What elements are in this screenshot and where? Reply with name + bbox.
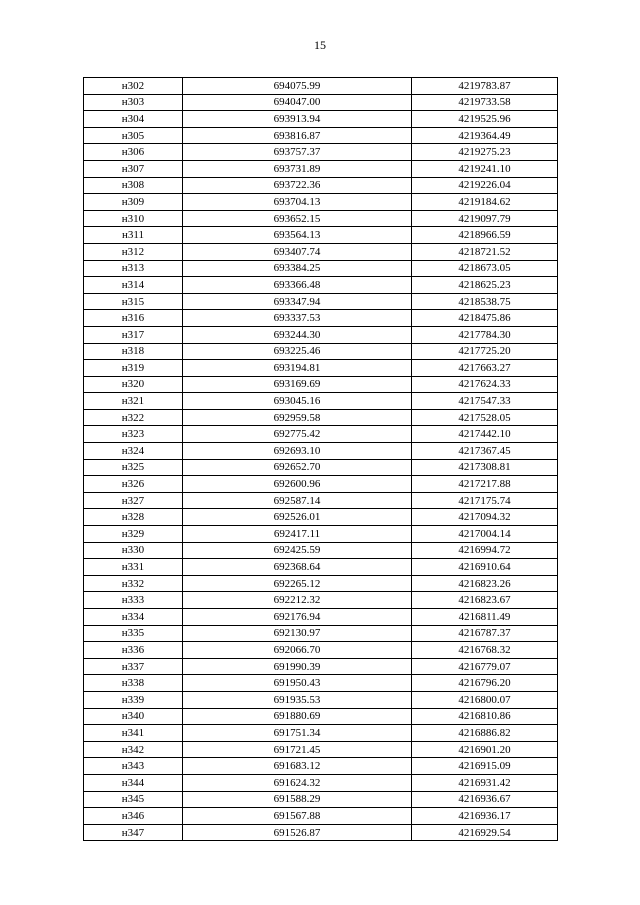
table-row bbox=[84, 808, 558, 825]
table-row bbox=[84, 758, 558, 775]
point-id-cell: н335 bbox=[84, 625, 183, 642]
x-coordinate-cell: 692652.70 bbox=[183, 459, 412, 476]
table-row bbox=[84, 459, 558, 476]
x-coordinate-cell: 692130.97 bbox=[183, 625, 412, 642]
table-row bbox=[84, 774, 558, 791]
table-row bbox=[84, 675, 558, 692]
y-coordinate-cell: 4216823.67 bbox=[412, 592, 558, 609]
y-coordinate-cell: 4217217.88 bbox=[412, 476, 558, 493]
x-coordinate-cell: 691567.88 bbox=[183, 808, 412, 825]
table-row bbox=[84, 376, 558, 393]
y-coordinate-cell: 4218538.75 bbox=[412, 293, 558, 310]
point-id-cell: н341 bbox=[84, 725, 183, 742]
point-id-cell: н307 bbox=[84, 160, 183, 177]
x-coordinate-cell: 693652.15 bbox=[183, 210, 412, 227]
point-id-cell: н323 bbox=[84, 426, 183, 443]
point-id-cell: н337 bbox=[84, 658, 183, 675]
point-id-cell: н336 bbox=[84, 642, 183, 659]
point-id-cell: н328 bbox=[84, 509, 183, 526]
point-id-cell: н344 bbox=[84, 774, 183, 791]
table-row bbox=[84, 625, 558, 642]
x-coordinate-cell: 692526.01 bbox=[183, 509, 412, 526]
x-coordinate-cell: 693704.13 bbox=[183, 194, 412, 211]
point-id-cell: н315 bbox=[84, 293, 183, 310]
point-id-cell: н317 bbox=[84, 326, 183, 343]
point-id-cell: н309 bbox=[84, 194, 183, 211]
table-row bbox=[84, 243, 558, 260]
y-coordinate-cell: 4217308.81 bbox=[412, 459, 558, 476]
point-id-cell: н324 bbox=[84, 443, 183, 460]
y-coordinate-cell: 4219226.04 bbox=[412, 177, 558, 194]
y-coordinate-cell: 4216886.82 bbox=[412, 725, 558, 742]
point-id-cell: н313 bbox=[84, 260, 183, 277]
point-id-cell: н346 bbox=[84, 808, 183, 825]
x-coordinate-cell: 691624.32 bbox=[183, 774, 412, 791]
point-id-cell: н320 bbox=[84, 376, 183, 393]
table-row bbox=[84, 194, 558, 211]
table-row bbox=[84, 227, 558, 244]
x-coordinate-cell: 692693.10 bbox=[183, 443, 412, 460]
x-coordinate-cell: 691683.12 bbox=[183, 758, 412, 775]
table-row bbox=[84, 708, 558, 725]
point-id-cell: н306 bbox=[84, 144, 183, 161]
point-id-cell: н325 bbox=[84, 459, 183, 476]
y-coordinate-cell: 4219241.10 bbox=[412, 160, 558, 177]
point-id-cell: н312 bbox=[84, 243, 183, 260]
y-coordinate-cell: 4217784.30 bbox=[412, 326, 558, 343]
y-coordinate-cell: 4218673.05 bbox=[412, 260, 558, 277]
point-id-cell: н334 bbox=[84, 609, 183, 626]
x-coordinate-cell: 693366.48 bbox=[183, 277, 412, 294]
x-coordinate-cell: 692600.96 bbox=[183, 476, 412, 493]
table-row bbox=[84, 293, 558, 310]
table-row bbox=[84, 542, 558, 559]
x-coordinate-cell: 692265.12 bbox=[183, 575, 412, 592]
point-id-cell: н305 bbox=[84, 127, 183, 144]
x-coordinate-cell: 693564.13 bbox=[183, 227, 412, 244]
x-coordinate-cell: 693816.87 bbox=[183, 127, 412, 144]
x-coordinate-cell: 693337.53 bbox=[183, 310, 412, 327]
point-id-cell: н329 bbox=[84, 526, 183, 543]
y-coordinate-cell: 4217663.27 bbox=[412, 360, 558, 377]
y-coordinate-cell: 4216915.09 bbox=[412, 758, 558, 775]
y-coordinate-cell: 4219097.79 bbox=[412, 210, 558, 227]
table-row bbox=[84, 94, 558, 111]
y-coordinate-cell: 4216936.67 bbox=[412, 791, 558, 808]
point-id-cell: н327 bbox=[84, 492, 183, 509]
x-coordinate-cell: 693913.94 bbox=[183, 111, 412, 128]
y-coordinate-cell: 4217094.32 bbox=[412, 509, 558, 526]
point-id-cell: н322 bbox=[84, 409, 183, 426]
y-coordinate-cell: 4218475.86 bbox=[412, 310, 558, 327]
table-row bbox=[84, 127, 558, 144]
x-coordinate-cell: 692587.14 bbox=[183, 492, 412, 509]
point-id-cell: н318 bbox=[84, 343, 183, 360]
y-coordinate-cell: 4216910.64 bbox=[412, 559, 558, 576]
page-number: 15 bbox=[314, 38, 326, 52]
y-coordinate-cell: 4217175.74 bbox=[412, 492, 558, 509]
x-coordinate-cell: 693244.30 bbox=[183, 326, 412, 343]
point-id-cell: н304 bbox=[84, 111, 183, 128]
table-row bbox=[84, 791, 558, 808]
y-coordinate-cell: 4216779.07 bbox=[412, 658, 558, 675]
table-row bbox=[84, 691, 558, 708]
x-coordinate-cell: 691935.53 bbox=[183, 691, 412, 708]
x-coordinate-cell: 691588.29 bbox=[183, 791, 412, 808]
y-coordinate-cell: 4216929.54 bbox=[412, 824, 558, 841]
point-id-cell: н302 bbox=[84, 78, 183, 95]
table-row bbox=[84, 575, 558, 592]
x-coordinate-cell: 693194.81 bbox=[183, 360, 412, 377]
table-row bbox=[84, 260, 558, 277]
x-coordinate-cell: 693347.94 bbox=[183, 293, 412, 310]
x-coordinate-cell: 692775.42 bbox=[183, 426, 412, 443]
table-row bbox=[84, 393, 558, 410]
table-row bbox=[84, 326, 558, 343]
table-row bbox=[84, 144, 558, 161]
x-coordinate-cell: 693722.36 bbox=[183, 177, 412, 194]
table-row bbox=[84, 592, 558, 609]
x-coordinate-cell: 691751.34 bbox=[183, 725, 412, 742]
y-coordinate-cell: 4219783.87 bbox=[412, 78, 558, 95]
point-id-cell: н347 bbox=[84, 824, 183, 841]
y-coordinate-cell: 4217004.14 bbox=[412, 526, 558, 543]
x-coordinate-cell: 692959.58 bbox=[183, 409, 412, 426]
x-coordinate-cell: 693169.69 bbox=[183, 376, 412, 393]
x-coordinate-cell: 691990.39 bbox=[183, 658, 412, 675]
x-coordinate-cell: 692368.64 bbox=[183, 559, 412, 576]
y-coordinate-cell: 4217442.10 bbox=[412, 426, 558, 443]
x-coordinate-cell: 692176.94 bbox=[183, 609, 412, 626]
table-row bbox=[84, 343, 558, 360]
y-coordinate-cell: 4216994.72 bbox=[412, 542, 558, 559]
table-row bbox=[84, 210, 558, 227]
y-coordinate-cell: 4219525.96 bbox=[412, 111, 558, 128]
point-id-cell: н342 bbox=[84, 741, 183, 758]
y-coordinate-cell: 4216810.86 bbox=[412, 708, 558, 725]
point-id-cell: н332 bbox=[84, 575, 183, 592]
table-row bbox=[84, 609, 558, 626]
y-coordinate-cell: 4217528.05 bbox=[412, 409, 558, 426]
x-coordinate-cell: 693731.89 bbox=[183, 160, 412, 177]
y-coordinate-cell: 4219184.62 bbox=[412, 194, 558, 211]
y-coordinate-cell: 4216787.37 bbox=[412, 625, 558, 642]
table-row bbox=[84, 277, 558, 294]
y-coordinate-cell: 4216768.32 bbox=[412, 642, 558, 659]
x-coordinate-cell: 691950.43 bbox=[183, 675, 412, 692]
table-row bbox=[84, 658, 558, 675]
table-row bbox=[84, 160, 558, 177]
y-coordinate-cell: 4216823.26 bbox=[412, 575, 558, 592]
table-row bbox=[84, 509, 558, 526]
point-id-cell: н345 bbox=[84, 791, 183, 808]
table-row bbox=[84, 526, 558, 543]
y-coordinate-cell: 4217624.33 bbox=[412, 376, 558, 393]
x-coordinate-cell: 691721.45 bbox=[183, 741, 412, 758]
y-coordinate-cell: 4216800.07 bbox=[412, 691, 558, 708]
point-id-cell: н331 bbox=[84, 559, 183, 576]
y-coordinate-cell: 4216931.42 bbox=[412, 774, 558, 791]
table-row bbox=[84, 824, 558, 841]
x-coordinate-cell: 694047.00 bbox=[183, 94, 412, 111]
table-row bbox=[84, 360, 558, 377]
x-coordinate-cell: 691880.69 bbox=[183, 708, 412, 725]
table-row bbox=[84, 78, 558, 95]
point-id-cell: н340 bbox=[84, 708, 183, 725]
x-coordinate-cell: 692425.59 bbox=[183, 542, 412, 559]
y-coordinate-cell: 4216901.20 bbox=[412, 741, 558, 758]
point-id-cell: н343 bbox=[84, 758, 183, 775]
x-coordinate-cell: 693045.16 bbox=[183, 393, 412, 410]
point-id-cell: н316 bbox=[84, 310, 183, 327]
point-id-cell: н333 bbox=[84, 592, 183, 609]
y-coordinate-cell: 4219733.58 bbox=[412, 94, 558, 111]
y-coordinate-cell: 4217367.45 bbox=[412, 443, 558, 460]
coordinates-table bbox=[83, 77, 558, 841]
table-row bbox=[84, 177, 558, 194]
point-id-cell: н330 bbox=[84, 542, 183, 559]
x-coordinate-cell: 693757.37 bbox=[183, 144, 412, 161]
table-row bbox=[84, 725, 558, 742]
x-coordinate-cell: 693384.25 bbox=[183, 260, 412, 277]
point-id-cell: н303 bbox=[84, 94, 183, 111]
x-coordinate-cell: 692212.32 bbox=[183, 592, 412, 609]
point-id-cell: н338 bbox=[84, 675, 183, 692]
y-coordinate-cell: 4218966.59 bbox=[412, 227, 558, 244]
y-coordinate-cell: 4216936.17 bbox=[412, 808, 558, 825]
point-id-cell: н321 bbox=[84, 393, 183, 410]
point-id-cell: н326 bbox=[84, 476, 183, 493]
y-coordinate-cell: 4216811.49 bbox=[412, 609, 558, 626]
table-row bbox=[84, 426, 558, 443]
x-coordinate-cell: 693225.46 bbox=[183, 343, 412, 360]
table-row bbox=[84, 443, 558, 460]
coordinates-table-body bbox=[84, 78, 558, 841]
point-id-cell: н314 bbox=[84, 277, 183, 294]
y-coordinate-cell: 4219275.23 bbox=[412, 144, 558, 161]
table-row bbox=[84, 559, 558, 576]
table-row bbox=[84, 741, 558, 758]
x-coordinate-cell: 692417.11 bbox=[183, 526, 412, 543]
x-coordinate-cell: 694075.99 bbox=[183, 78, 412, 95]
table-row bbox=[84, 492, 558, 509]
table-row bbox=[84, 310, 558, 327]
table-row bbox=[84, 409, 558, 426]
point-id-cell: н308 bbox=[84, 177, 183, 194]
table-row bbox=[84, 642, 558, 659]
point-id-cell: н311 bbox=[84, 227, 183, 244]
y-coordinate-cell: 4218625.23 bbox=[412, 277, 558, 294]
x-coordinate-cell: 693407.74 bbox=[183, 243, 412, 260]
table-row bbox=[84, 476, 558, 493]
y-coordinate-cell: 4216796.20 bbox=[412, 675, 558, 692]
y-coordinate-cell: 4217547.33 bbox=[412, 393, 558, 410]
y-coordinate-cell: 4218721.52 bbox=[412, 243, 558, 260]
y-coordinate-cell: 4217725.20 bbox=[412, 343, 558, 360]
point-id-cell: н319 bbox=[84, 360, 183, 377]
x-coordinate-cell: 691526.87 bbox=[183, 824, 412, 841]
point-id-cell: н310 bbox=[84, 210, 183, 227]
y-coordinate-cell: 4219364.49 bbox=[412, 127, 558, 144]
x-coordinate-cell: 692066.70 bbox=[183, 642, 412, 659]
table-row bbox=[84, 111, 558, 128]
point-id-cell: н339 bbox=[84, 691, 183, 708]
